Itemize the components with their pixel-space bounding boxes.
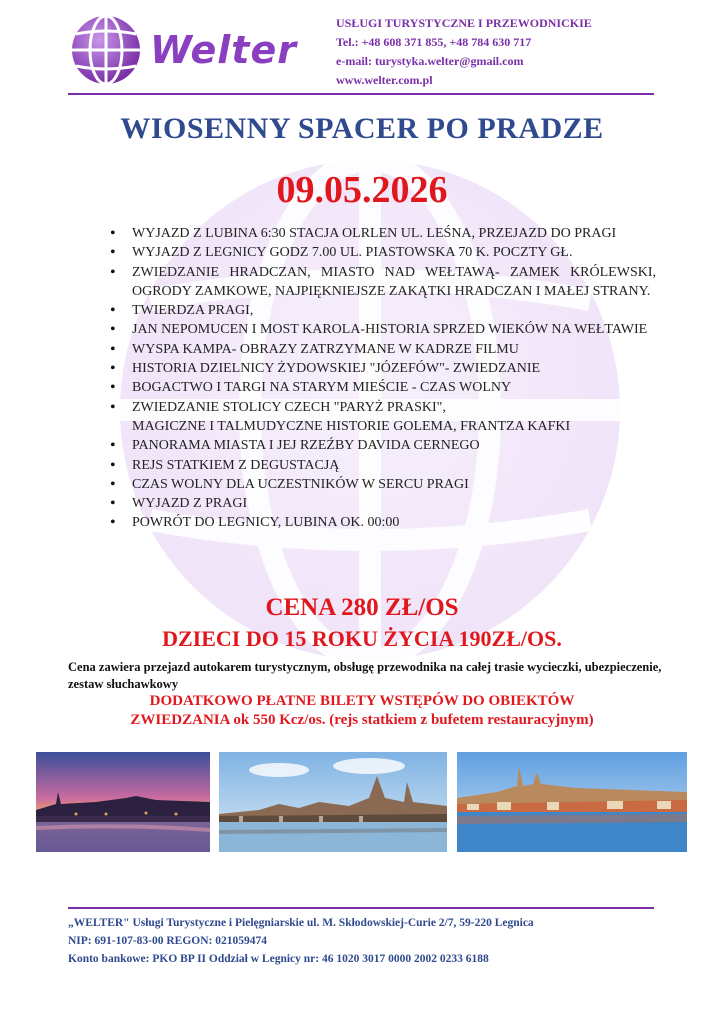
itinerary-item: • WYJAZD Z LUBINA 6:30 STACJA OLRLEN UL. LEŚNA, PRZEJAZD DO PRAGI <box>110 224 656 243</box>
itinerary-item: MAGICZNE I TALMUDYCZNE HISTORIE GOLEMA, FRANTZA KAFKI <box>132 418 571 434</box>
footer-bank-account: Konto bankowe: PKO BP II Oddział w Legnicy nr: 46 1020 3017 0000 2002 0233 6188 <box>68 953 489 965</box>
header-divider <box>68 93 654 95</box>
photo-charles-bridge-sunset <box>36 752 210 852</box>
itinerary-item: • JAN NEPOMUCEN I MOST KAROLA-HISTORIA SPRZED WIEKÓW NA WEŁTAWIE <box>110 320 656 339</box>
itinerary-item: • CZAS WOLNY DLA UCZESTNIKÓW W SERCU PRAGI <box>110 475 656 494</box>
itinerary-list <box>110 224 656 533</box>
itinerary-item: • ZWIEDZANIE HRADCZAN, MIASTO NAD WEŁTAWĄ- ZAMEK KRÓLEWSKI, OGRODY ZAMKOWE, NAJPIĘKNIEJSZE ZAKĄTKI HRADCZAN I MAŁEJ STRANY. <box>110 263 656 302</box>
extra-costs-line1: DODATKOWO PŁATNE BILETY WSTĘPÓW DO OBIEKTÓW <box>149 693 575 709</box>
footer-company-info <box>68 914 534 968</box>
price-includes: Cena zawiera przejazd autokarem turystycznym, obsługę przewodnika na całej trasie wycieczki, ubezpieczenie, zestaw słuchawkowy <box>68 660 662 691</box>
itinerary-item: • PANORAMA MIASTA I JEJ RZEŹBY DAVIDA CERNEGO <box>110 436 656 455</box>
itinerary-item: • WYSPA KAMPA- OBRAZY ZATRZYMANE W KADRZE FILMU <box>110 340 656 359</box>
trip-date: 09.05.2026 <box>276 169 448 211</box>
company-logo <box>70 14 300 86</box>
itinerary-item: • WYJAZD Z LEGNICY GODZ 7.00 UL. PIASTOWSKA 70 K. POCZTY GŁ. <box>110 243 656 262</box>
email-address: e-mail: turystyka.welter@gmail.com <box>336 54 524 68</box>
logo-text: Welter <box>150 28 297 72</box>
itinerary-item: • ZWIEDZANIE STOLICY CZECH "PARYŻ PRASKI", <box>110 398 656 417</box>
footer-divider <box>68 907 654 909</box>
trip-title: WIOSENNY SPACER PO PRADZE <box>120 112 604 145</box>
company-tagline: USŁUGI TURYSTYCZNE I PRZEWODNICKIE <box>336 16 592 30</box>
footer-tax-ids: NIP: 691-107-83-00 REGON: 021059474 <box>68 935 267 947</box>
itinerary-item: • BOGACTWO I TARGI NA STARYM MIEŚCIE - CZAS WOLNY <box>110 378 656 397</box>
price-children: DZIECI DO 15 ROKU ŻYCIA 190ZŁ/OS. <box>162 626 562 651</box>
itinerary-item: • TWIERDZA PRAGI, <box>110 301 656 320</box>
extra-costs-line2: ZWIEDZANIA ok 550 Kcz/os. (rejs statkiem z bufetem restauracyjnym) <box>130 712 594 728</box>
price-adult: CENA 280 ZŁ/OS <box>265 594 459 621</box>
itinerary-item: • REJS STATKIEM Z DEGUSTACJĄ <box>110 456 656 475</box>
footer-address: „WELTER" Usługi Turystyczne i Pielęgniarskie ul. M. Skłodowskiej-Curie 2/7, 59-220 Legnica <box>68 917 534 929</box>
photo-prague-castle-panorama <box>457 752 687 852</box>
itinerary-item: • POWRÓT DO LEGNICY, LUBINA OK. 00:00 <box>110 513 656 532</box>
photo-prague-old-town-bridge <box>219 752 447 852</box>
contact-info <box>336 14 592 90</box>
itinerary-item: • HISTORIA DZIELNICY ŻYDOWSKIEJ "JÓZEFÓW"- ZWIEDZANIE <box>110 359 656 378</box>
phone-numbers: Tel.: +48 608 371 855, +48 784 630 717 <box>336 35 532 49</box>
website-url: www.welter.com.pl <box>336 73 433 87</box>
globe-logo-icon <box>70 14 142 86</box>
itinerary-item: • WYJAZD Z PRAGI <box>110 494 656 513</box>
